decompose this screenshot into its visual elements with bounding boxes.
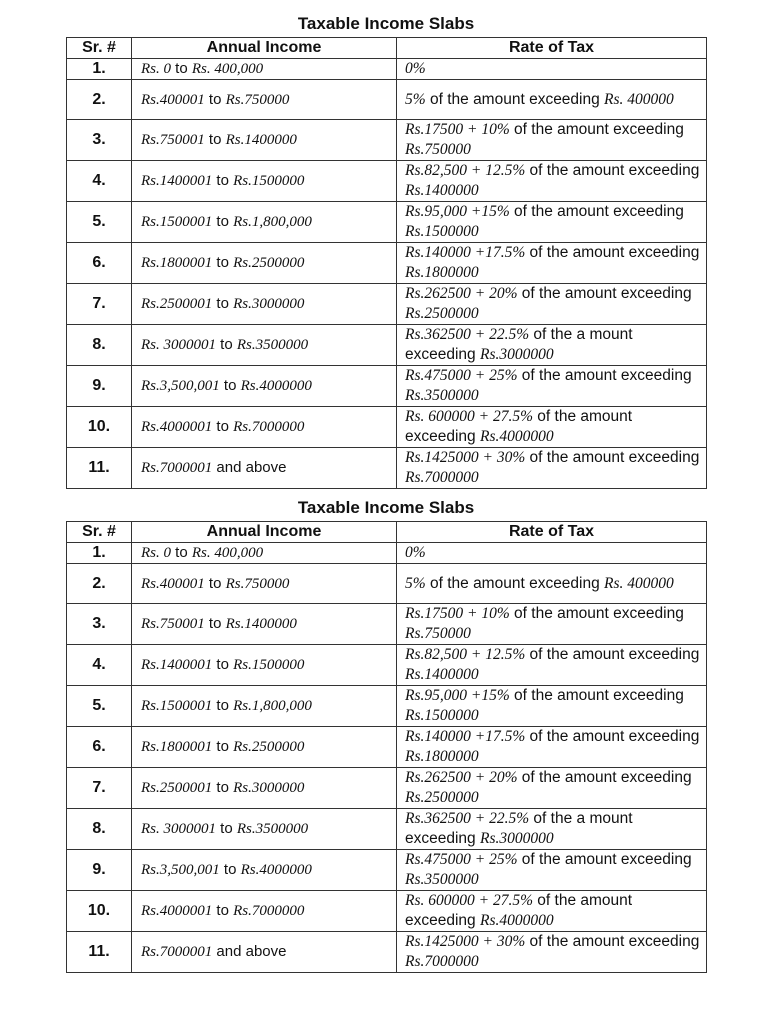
income-to: Rs.1,800,000 [233, 214, 312, 230]
rate-description: of the amount exceeding [517, 851, 692, 868]
rate-description: of the amount exceeding [509, 605, 684, 622]
income-to: Rs.1500000 [233, 657, 305, 673]
serial-number-cell: 8. [67, 325, 132, 366]
annual-income-cell [132, 161, 397, 202]
annual-income-cell [132, 850, 397, 891]
income-to: Rs.1400000 [225, 616, 297, 632]
income-connector: to [212, 172, 234, 189]
income-connector: to [219, 377, 241, 394]
annual-income-cell [132, 727, 397, 768]
income-connector: to [212, 697, 234, 714]
income-connector: to [204, 90, 226, 108]
rate-threshold: Rs.2500000 [405, 789, 479, 806]
rate-base: Rs.262500 + 20% [405, 285, 518, 302]
serial-number-cell: 9. [67, 366, 132, 407]
income-to: Rs.7000000 [233, 903, 305, 919]
table-row [67, 932, 707, 973]
serial-number-cell: 2. [67, 564, 132, 604]
header-annual-income: Annual Income [132, 522, 397, 543]
table-body [67, 543, 707, 973]
rate-threshold: Rs.3000000 [479, 830, 554, 847]
annual-income-cell [132, 686, 397, 727]
rate-threshold: Rs.1800000 [405, 748, 479, 765]
income-from: Rs.400001 [141, 91, 205, 108]
rate-of-tax-cell [397, 325, 707, 366]
income-to: Rs.2500000 [233, 255, 305, 271]
serial-number-cell: 9. [67, 850, 132, 891]
rate-of-tax-cell [397, 891, 707, 932]
income-from: Rs.1500001 [141, 214, 213, 230]
rate-description: of the amount exceeding [525, 244, 700, 261]
rate-of-tax-cell [397, 809, 707, 850]
serial-number-cell: 6. [67, 243, 132, 284]
rate-base: 5% [405, 90, 426, 108]
income-connector: to [212, 254, 234, 271]
table-row [67, 366, 707, 407]
annual-income-cell [132, 407, 397, 448]
annual-income-cell [132, 120, 397, 161]
rate-threshold: Rs.4000000 [479, 912, 554, 929]
rate-description: of the amount exceeding [517, 769, 692, 786]
income-from: Rs. 3000001 [141, 337, 216, 353]
rate-of-tax-cell [397, 407, 707, 448]
rate-of-tax-cell [397, 932, 707, 973]
income-from: Rs.750001 [141, 616, 205, 632]
table-row [67, 202, 707, 243]
income-from: Rs.400001 [141, 575, 205, 592]
rate-base: Rs.140000 +17.5% [405, 244, 526, 261]
rate-of-tax-cell [397, 768, 707, 809]
income-connector: to [171, 60, 192, 77]
income-from: Rs.1800001 [141, 255, 213, 271]
rate-base: Rs.17500 + 10% [405, 121, 510, 138]
rate-base: Rs.140000 +17.5% [405, 728, 526, 745]
income-to: Rs.2500000 [233, 739, 305, 755]
serial-number-cell: 1. [67, 59, 132, 80]
rate-description: of the amount exceeding [509, 121, 684, 138]
annual-income-cell [132, 543, 397, 564]
annual-income-cell [132, 891, 397, 932]
header-sr: Sr. # [67, 522, 132, 543]
table-row [67, 120, 707, 161]
rate-of-tax-cell [397, 284, 707, 325]
rate-of-tax-cell [397, 543, 707, 564]
income-from: Rs.4000001 [141, 419, 213, 435]
rate-base: Rs.362500 + 22.5% [405, 810, 530, 827]
rate-threshold: Rs.750000 [405, 141, 471, 158]
header-annual-income: Annual Income [132, 38, 397, 59]
table-row [67, 850, 707, 891]
serial-number-cell: 8. [67, 809, 132, 850]
income-connector: to [212, 418, 234, 435]
rate-of-tax-cell [397, 564, 707, 604]
rate-threshold: Rs.3500000 [405, 387, 479, 404]
table-row [67, 686, 707, 727]
rate-base: Rs.475000 + 25% [405, 851, 518, 868]
tax-slab-section-1 [66, 11, 706, 489]
serial-number-cell: 11. [67, 932, 132, 973]
income-connector: to [212, 295, 234, 312]
table-row [67, 727, 707, 768]
table-row [67, 284, 707, 325]
table-row [67, 564, 707, 604]
serial-number-cell: 5. [67, 686, 132, 727]
income-from: Rs. 0 [141, 61, 171, 77]
rate-base: Rs.17500 + 10% [405, 605, 510, 622]
income-to: Rs.3500000 [236, 821, 309, 837]
income-connector: to [219, 861, 241, 878]
income-to: Rs.1400000 [225, 132, 297, 148]
rate-threshold: Rs.1500000 [405, 223, 479, 240]
annual-income-cell [132, 604, 397, 645]
rate-threshold: Rs.1400000 [405, 182, 479, 199]
rate-of-tax-cell [397, 727, 707, 768]
tax-slab-table-1 [66, 37, 707, 489]
rate-of-tax-cell [397, 604, 707, 645]
serial-number-cell: 1. [67, 543, 132, 564]
rate-base: Rs.82,500 + 12.5% [405, 162, 526, 179]
serial-number-cell: 11. [67, 448, 132, 489]
rate-base: Rs.82,500 + 12.5% [405, 646, 526, 663]
serial-number-cell: 3. [67, 120, 132, 161]
income-to: Rs.7000000 [233, 419, 305, 435]
serial-number-cell: 5. [67, 202, 132, 243]
income-connector: to [216, 820, 237, 837]
income-to: Rs.1,800,000 [233, 698, 312, 714]
header-row [67, 38, 707, 59]
annual-income-cell [132, 284, 397, 325]
income-to: Rs.750000 [225, 91, 290, 108]
table-row [67, 891, 707, 932]
annual-income-cell [132, 448, 397, 489]
rate-of-tax-cell [397, 448, 707, 489]
income-connector: to [212, 902, 234, 919]
income-from: Rs.3,500,001 [141, 862, 220, 878]
annual-income-cell [132, 645, 397, 686]
rate-base: Rs.95,000 +15% [405, 203, 510, 220]
income-connector: to [204, 574, 226, 592]
income-from: Rs.2500001 [141, 296, 213, 312]
table-row [67, 80, 707, 120]
serial-number-cell: 10. [67, 891, 132, 932]
rate-description: of the amount exceeding [517, 285, 692, 302]
rate-of-tax-cell [397, 645, 707, 686]
rate-base: 0% [405, 60, 426, 77]
serial-number-cell: 7. [67, 284, 132, 325]
annual-income-cell [132, 243, 397, 284]
rate-base: Rs. 600000 + 27.5% [405, 408, 533, 425]
rate-description: of the amount exceeding [405, 892, 633, 929]
annual-income-cell [132, 366, 397, 407]
rate-description: of the a mount exceeding [405, 326, 633, 363]
table-row [67, 645, 707, 686]
rate-of-tax-cell [397, 243, 707, 284]
income-to: Rs.3000000 [233, 296, 305, 312]
rate-description: of the amount exceeding [509, 203, 684, 220]
income-connector: to [212, 656, 234, 673]
income-to: Rs. 400,000 [191, 61, 264, 77]
rate-of-tax-cell [397, 366, 707, 407]
income-from: Rs.1800001 [141, 739, 213, 755]
rate-description: of the amount exceeding [525, 728, 700, 745]
income-from: Rs.1400001 [141, 657, 213, 673]
rate-base: 5% [405, 574, 426, 592]
annual-income-cell [132, 809, 397, 850]
rate-threshold: Rs.750000 [405, 625, 471, 642]
rate-threshold: Rs.2500000 [405, 305, 479, 322]
table-title: Taxable Income Slabs [297, 498, 475, 517]
rate-base: Rs. 600000 + 27.5% [405, 892, 533, 909]
serial-number-cell: 3. [67, 604, 132, 645]
tax-slab-table-2 [66, 521, 707, 973]
header-sr: Sr. # [67, 38, 132, 59]
serial-number-cell: 6. [67, 727, 132, 768]
tax-slab-section-2 [66, 495, 706, 973]
rate-description: of the amount exceeding [509, 687, 684, 704]
income-from: Rs.1500001 [141, 698, 213, 714]
rate-threshold: Rs.7000000 [405, 469, 479, 486]
income-connector: to [204, 615, 226, 632]
income-from: Rs.750001 [141, 132, 205, 148]
rate-description: of the amount exceeding [525, 449, 700, 466]
rate-of-tax-cell [397, 80, 707, 120]
table-row [67, 407, 707, 448]
income-to: Rs.4000000 [240, 378, 312, 394]
table-row [67, 325, 707, 366]
rate-base: Rs.95,000 +15% [405, 687, 510, 704]
rate-description: of the amount exceeding [405, 408, 633, 445]
rate-threshold: Rs.1800000 [405, 264, 479, 281]
income-from: Rs.1400001 [141, 173, 213, 189]
table-title: Taxable Income Slabs [297, 14, 475, 33]
rate-of-tax-cell [397, 202, 707, 243]
annual-income-cell [132, 325, 397, 366]
rate-description: of the amount exceeding [425, 574, 605, 592]
income-to: Rs.3000000 [233, 780, 305, 796]
income-from: Rs.4000001 [141, 903, 213, 919]
income-from: Rs.7000001 [141, 944, 213, 960]
table-row [67, 543, 707, 564]
rate-base: Rs.475000 + 25% [405, 367, 518, 384]
income-to: Rs.1500000 [233, 173, 305, 189]
income-from: Rs. 0 [141, 545, 171, 561]
rate-base: Rs.262500 + 20% [405, 769, 518, 786]
rate-description: of the amount exceeding [525, 162, 700, 179]
rate-threshold: Rs. 400000 [604, 90, 674, 108]
table-row [67, 59, 707, 80]
rate-description: of the amount exceeding [517, 367, 692, 384]
income-to: Rs.750000 [225, 575, 290, 592]
income-from: Rs. 3000001 [141, 821, 216, 837]
rate-description: of the amount exceeding [525, 646, 700, 663]
rate-of-tax-cell [397, 686, 707, 727]
rate-of-tax-cell [397, 59, 707, 80]
header-rate-of-tax: Rate of Tax [397, 38, 707, 59]
rate-threshold: Rs.3000000 [479, 346, 554, 363]
rate-threshold: Rs.3500000 [405, 871, 479, 888]
rate-description: of the amount exceeding [525, 933, 700, 950]
income-to: Rs. 400,000 [191, 545, 264, 561]
income-connector: to [171, 544, 192, 561]
serial-number-cell: 4. [67, 161, 132, 202]
serial-number-cell: 2. [67, 80, 132, 120]
annual-income-cell [132, 768, 397, 809]
rate-base: 0% [405, 544, 426, 561]
annual-income-cell [132, 202, 397, 243]
annual-income-cell [132, 59, 397, 80]
annual-income-cell [132, 932, 397, 973]
income-connector: to [216, 336, 237, 353]
income-from: Rs.3,500,001 [141, 378, 220, 394]
rate-threshold: Rs.7000000 [405, 953, 479, 970]
rate-threshold: Rs. 400000 [604, 574, 674, 592]
income-connector: and above [212, 459, 287, 476]
income-connector: to [212, 738, 234, 755]
rate-base: Rs.1425000 + 30% [405, 933, 526, 950]
serial-number-cell: 10. [67, 407, 132, 448]
table-body [67, 59, 707, 489]
income-from: Rs.2500001 [141, 780, 213, 796]
table-row [67, 809, 707, 850]
income-connector: to [212, 779, 234, 796]
table-row [67, 448, 707, 489]
income-connector: to [212, 213, 234, 230]
income-to: Rs.3500000 [236, 337, 309, 353]
table-row [67, 243, 707, 284]
rate-description: of the amount exceeding [425, 90, 605, 108]
table-row [67, 768, 707, 809]
rate-base: Rs.1425000 + 30% [405, 449, 526, 466]
header-rate-of-tax: Rate of Tax [397, 522, 707, 543]
income-from: Rs.7000001 [141, 460, 213, 476]
rate-description: of the a mount exceeding [405, 810, 633, 847]
rate-base: Rs.362500 + 22.5% [405, 326, 530, 343]
header-row [67, 522, 707, 543]
serial-number-cell: 4. [67, 645, 132, 686]
table-row [67, 161, 707, 202]
income-connector: and above [212, 943, 287, 960]
table-row [67, 604, 707, 645]
income-to: Rs.4000000 [240, 862, 312, 878]
rate-threshold: Rs.1500000 [405, 707, 479, 724]
rate-of-tax-cell [397, 850, 707, 891]
annual-income-cell [132, 564, 397, 604]
rate-of-tax-cell [397, 120, 707, 161]
serial-number-cell: 7. [67, 768, 132, 809]
rate-threshold: Rs.4000000 [479, 428, 554, 445]
rate-threshold: Rs.1400000 [405, 666, 479, 683]
rate-of-tax-cell [397, 161, 707, 202]
annual-income-cell [132, 80, 397, 120]
income-connector: to [204, 131, 226, 148]
